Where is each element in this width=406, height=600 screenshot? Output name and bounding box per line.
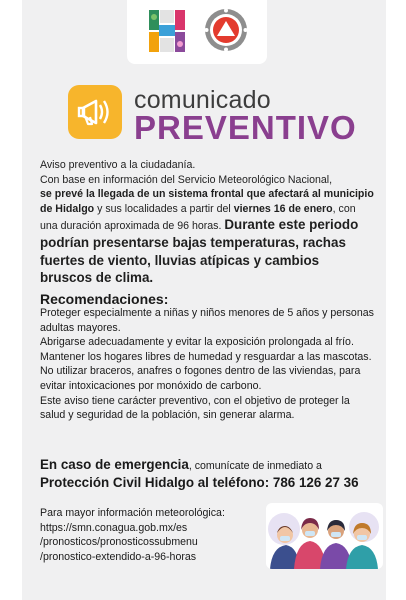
title-preventivo: PREVENTIVO	[134, 109, 357, 146]
emergency-bold: En caso de emergencia	[40, 457, 189, 472]
recommendations-list	[40, 306, 376, 423]
emergency-line	[40, 456, 380, 475]
list-item: Este aviso tiene carácter preventivo, con el objetivo de proteger la salud y seguridad de la población, sin generar alarma.	[40, 394, 350, 422]
info-url: /pronostico-extendido-a-96-horas	[40, 550, 197, 563]
list-item: Proteger especialmente a niñas y niños menores de 5 años y personas adultas mayores.	[40, 307, 374, 334]
people-masks-illustration	[266, 503, 383, 569]
hidalgo-logo-icon	[148, 8, 186, 54]
intro-line-2: Con base en información del Servicio Meteorológico Nacional,	[40, 173, 333, 186]
intro-normal-2: , con una duración aproximada de 96 horas.	[40, 202, 356, 233]
list-item: No utilizar braceros, anafres o fogones dentro de las viviendas, para evitar intoxicaciones por monóxido de carbono.	[40, 365, 361, 392]
intro-paragraph	[40, 187, 374, 287]
list-item: Mantener los hogares libres de humedad y resguardar a las mascotas.	[40, 350, 372, 363]
list-item: Abrigarse adecuadamente y evitar la exposición prolongada al frío.	[40, 336, 354, 349]
emergency-normal: , comunícate de inmediato a	[188, 460, 322, 472]
intro-line-1: Aviso preventivo a la ciudadanía.	[40, 159, 196, 171]
intro-bold-2: viernes 16 de enero	[233, 202, 333, 215]
intro-text	[40, 158, 374, 287]
intro-normal-1: y sus localidades a partir del	[94, 202, 234, 215]
intro-bold-1: se prevé la llegada de un sistema frontal que afectará al municipio de Hidalgo	[40, 188, 374, 215]
info-block	[40, 506, 270, 564]
intro-warning: Durante este periodo podrían presentarse bajas temperaturas, rachas fuertes de viento, lluvias atípicas y cambios bruscos de clima.	[40, 217, 359, 286]
info-url: https://smn.conagua.gob.mx/es	[40, 521, 188, 534]
title-comunicado: comunicado	[134, 86, 271, 114]
emergency-phone: Protección Civil Hidalgo al teléfono: 786 126 27 36	[40, 475, 359, 490]
info-line: Para mayor información meteorológica:	[40, 507, 225, 519]
civil-protection-logo-icon	[204, 8, 248, 52]
info-url: /pronosticos/pronosticossubmenu	[40, 536, 198, 549]
megaphone-icon	[68, 85, 122, 139]
recommendations-title: Recomendaciones:	[40, 291, 169, 307]
